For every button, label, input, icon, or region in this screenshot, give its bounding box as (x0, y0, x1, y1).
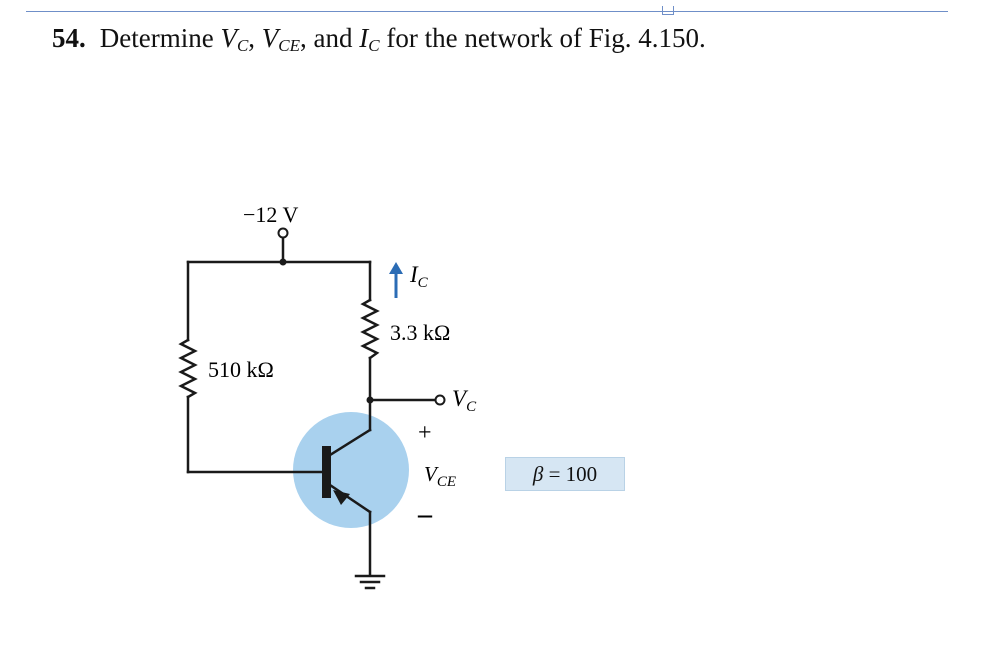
collector-junction-dot (367, 397, 374, 404)
rc-resistor (363, 300, 377, 358)
question-prefix: Determine (99, 23, 221, 53)
supply-voltage-label: −12 V (243, 202, 299, 227)
vc-terminal-icon (436, 396, 445, 405)
supply-terminal-icon (279, 229, 288, 238)
question-number: 54. (52, 23, 86, 53)
transistor-base-bar (322, 446, 331, 498)
vce-minus-sign: – (418, 499, 432, 530)
beta-value: = 100 (543, 462, 598, 486)
rc-value-label: 3.3 kΩ (390, 320, 451, 345)
transistor-envelope (293, 412, 409, 528)
rb-value-label: 510 kΩ (208, 357, 274, 382)
beta-symbol: β (532, 462, 544, 486)
question-and: , and (300, 23, 360, 53)
vce-symbol: $V_{CE}$ (261, 23, 301, 55)
vc-symbol: $V_C$ (220, 23, 249, 55)
question-comma: , (248, 23, 262, 53)
ic-label: $I_C$ (410, 262, 428, 291)
vce-label: $V_{CE}$ (424, 462, 456, 490)
vce-plus-sign: + (418, 420, 432, 446)
question-suffix: for the network of Fig. 4.150. (379, 23, 706, 53)
top-junction-dot (280, 259, 287, 266)
rb-resistor (181, 340, 195, 397)
beta-box (505, 457, 625, 491)
ic-arrow-icon (389, 262, 403, 274)
vc-label: $V_C$ (452, 386, 477, 415)
ic-symbol: $I_C$ (359, 23, 380, 55)
